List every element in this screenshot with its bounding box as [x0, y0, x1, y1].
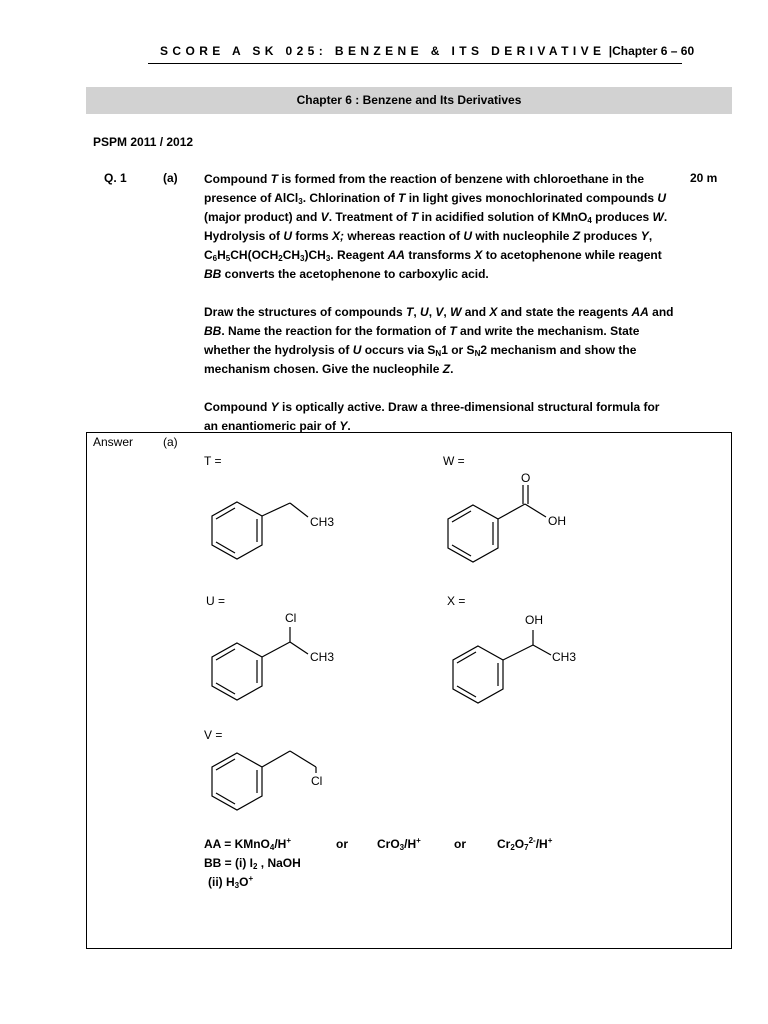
- reagent-BB-step-2: (ii) $H_3O^+$: [208, 874, 254, 890]
- question-paragraph-1: Compound T is formed from the reaction of benzene with chloroethane in the presence of AlCl$_3$. Chlorination of T in light gives monochlorinated compounds U (major product) and V. Treatment of T in acidified solution of KMnO$_4$ produces W. Hydrolysis of U forms X; whereas reaction of U with nucleophile Z produces Y, $C_6H_5CH(OCH_2CH_3)CH_3$. Reagent AA transforms X to acetophenone while reagent BB converts the acetophenone to carboxylic acid.: [204, 172, 668, 281]
- chapter-title-bar: [86, 87, 732, 114]
- answer-part: (a): [163, 435, 178, 449]
- reagent-AA-alt-2: $Cr_2O_7^{2-}/H^+$: [497, 836, 553, 852]
- reagent-AA-alt-1: CrO$_3$/H+: [377, 836, 421, 852]
- reagent-BB-step-1: BB = (i) $I_2$ , NaOH: [204, 856, 301, 871]
- question-number: Q. 1: [104, 171, 127, 185]
- chapter-page-ref: |Chapter 6 – 60: [608, 44, 695, 58]
- ch3-label: CH3: [552, 650, 577, 664]
- exam-title: PSPM 2011 / 2012: [93, 135, 194, 149]
- course-title: SCORE A SK 025: BENZENE & ITS DERIVATIVE: [160, 44, 606, 58]
- label-U: U =: [206, 594, 226, 608]
- structure-X-1-phenylethanol: [445, 612, 595, 712]
- answer-label: Answer: [93, 435, 134, 449]
- ch3-label: CH3: [310, 650, 335, 664]
- label-T: T =: [204, 454, 222, 468]
- reagent-AA-or-1: or: [336, 837, 348, 851]
- carbonyl-o-label: O: [521, 471, 531, 485]
- label-V: V =: [204, 728, 223, 742]
- question-text: [204, 170, 674, 455]
- reagent-AA: AA = KMnO$_4$/H+: [204, 836, 292, 852]
- structure-T-ethylbenzene: [200, 495, 350, 570]
- structure-U-1-chloroethylbenzene: [200, 608, 350, 708]
- reagent-AA-or-2: or: [454, 837, 466, 851]
- answer-box: [86, 432, 732, 949]
- label-X: X =: [447, 594, 466, 608]
- label-W: W =: [443, 454, 465, 468]
- cl-label: Cl: [285, 611, 297, 625]
- ch3-label: CH3: [310, 515, 335, 529]
- oh-label: OH: [525, 613, 543, 627]
- question-paragraph-2: Draw the structures of compounds T, U, V, W and X and state the reagents AA and BB. Name the reaction for the formation of T and write the mechanism. State whether the hydrolysis of U occurs via $S_N1$ or $S_N2$ mechanism and show the mechanism chosen. Give the nucleophile Z.: [204, 305, 674, 376]
- cl-label: Cl: [311, 774, 323, 788]
- header-rule: [148, 63, 682, 64]
- page-header: [160, 44, 695, 58]
- question-marks: 20 m: [690, 171, 718, 185]
- structure-W-benzoic-acid: [440, 470, 590, 570]
- chapter-title: Chapter 6 : Benzene and Its Derivatives: [296, 93, 522, 107]
- oh-label: OH: [548, 514, 566, 528]
- question-part: (a): [163, 171, 178, 185]
- question-paragraph-3: Compound Y is optically active. Draw a three-dimensional structural formula for an enantiomeric pair of Y.: [204, 400, 660, 433]
- structure-V-2-chloroethylbenzene: [200, 740, 350, 820]
